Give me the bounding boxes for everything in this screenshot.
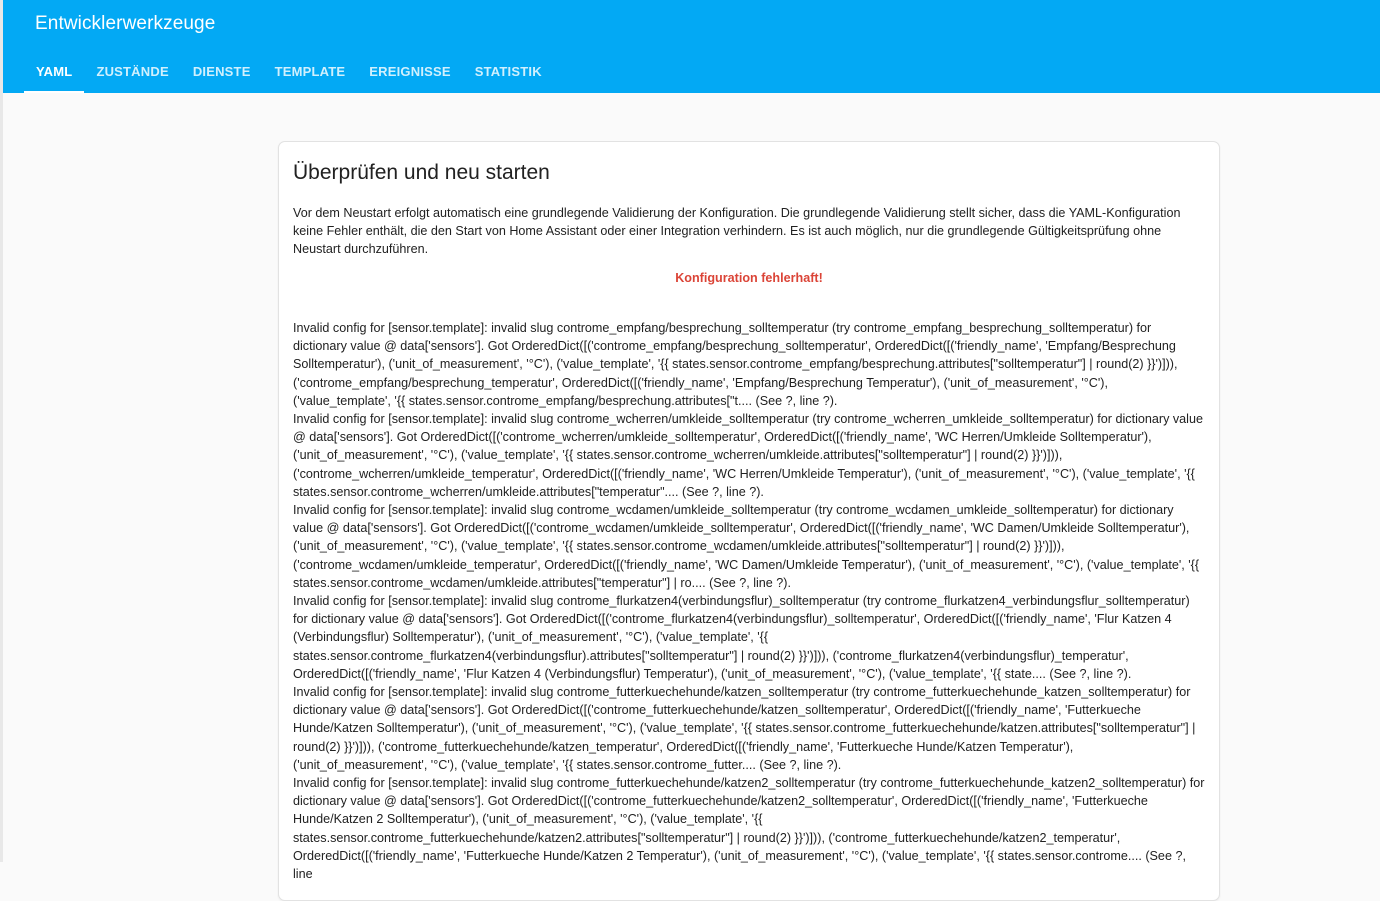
page-title: Entwicklerwerkzeuge [35, 13, 216, 34]
tab-services[interactable]: DIENSTE [192, 64, 251, 79]
error-line: Invalid config for [sensor.template]: invalid slug controme_flurkatzen4(verbindungsflur)_solltemperatur (try controme_flurkatzen4_verbindungsflur_solltemperatur) for dictionary value @ data['sensors']. Got OrderedDict([('controme_flurkatzen4(verbindungsflur)_solltemperatur', OrderedDict([('friendly_name', 'Flur Katzen 4 (Verbindungsflur) Solltemperatur'), ('unit_of_measurement', '°C'), ('value_template', '{{ states.sensor.controme_flurkatzen4(verbindungsflur).attributes["solltemperatur"] | round(2) }}')])), ('controme_flurkatzen4(verbindungsflur)_temperatur', OrderedDict([('friendly_name', 'Flur Katzen 4 (Verbindungsflur) Temperatur'), ('unit_of_measurement', '°C'), ('value_template', '{{ state.... (See ?, line ?). [293, 594, 1190, 681]
card-description: Vor dem Neustart erfolgt automatisch eine grundlegende Validierung der Konfiguration. Die grundlegende Validierung stellt sicher, dass die YAML-Konfiguration keine Fehler enthält, die den Start von Home Assistant oder einer Integration verhindern. Es ist auch möglich, nur die grundlegende Gültigkeitsprüfung ohne Neustart durchzuführen. [293, 206, 1181, 256]
check-restart-card [278, 141, 1220, 901]
error-line: Invalid config for [sensor.template]: invalid slug controme_futterkuechehunde/katzen2_solltemperatur (try controme_futterkuechehunde_katzen2_solltemperatur) for dictionary value @ data['sensors']. Got OrderedDict([('controme_futterkuechehunde/katzen2_solltemperatur', OrderedDict([('friendly_name', 'Futterkueche Hunde/Katzen 2 Solltemperatur'), ('unit_of_measurement', '°C'), ('value_template', '{{ states.sensor.controme_futterkuechehunde/katzen2.attributes["solltemperatur"] | round(2) }}')])), ('controme_futterkuechehunde/katzen2_temperatur', OrderedDict([('friendly_name', 'Futterkueche Hunde/Katzen 2 Temperatur'), ('unit_of_measurement', '°C'), ('value_template', '{{ states.sensor.controme.... (See ?, line [293, 776, 1205, 882]
app-header [3, 0, 1380, 93]
tab-template[interactable]: TEMPLATE [274, 64, 346, 79]
error-line: Invalid config for [sensor.template]: invalid slug controme_empfang/besprechung_solltemperatur (try controme_empfang_besprechung_solltemperatur) for dictionary value @ data['sensors']. Got OrderedDict([('controme_empfang/besprechung_solltemperatur', OrderedDict([('friendly_name', 'Empfang/Besprechung Solltemperatur'), ('unit_of_measurement', '°C'), ('value_template', '{{ states.sensor.controme_empfang/besprechung.attributes["solltemperatur"] | round(2) }}')])), ('controme_empfang/besprechung_temperatur', OrderedDict([('friendly_name', 'Empfang/Besprechung Temperatur'), ('unit_of_measurement', '°C'), ('value_template', '{{ states.sensor.controme_empfang/besprechung.attributes["t.... (See ?, line ?). [293, 321, 1178, 408]
card-title: Überprüfen und neu starten [293, 161, 550, 184]
config-status-message: Konfiguration fehlerhaft! [675, 271, 823, 285]
tab-statistics[interactable]: STATISTIK [474, 64, 542, 79]
error-line: Invalid config for [sensor.template]: invalid slug controme_wcdamen/umkleide_solltemperatur (try controme_wcdamen_umkleide_solltemperatur) for dictionary value @ data['sensors']. Got OrderedDict([('controme_wcdamen/umkleide_solltemperatur', OrderedDict([('friendly_name', 'WC Damen/Umkleide Solltemperatur'), ('unit_of_measurement', '°C'), ('value_template', '{{ states.sensor.controme_wcdamen/umkleide.attributes["solltemperatur"] | round(2) }}')])), ('controme_wcdamen/umkleide_temperatur', OrderedDict([('friendly_name', 'WC Damen/Umkleide Temperatur'), ('unit_of_measurement', '°C'), ('value_template', '{{ states.sensor.controme_wcdamen/umkleide.attributes["temperatur"] | ro.... (See ?, line ?). [293, 503, 1200, 590]
tab-bar [24, 49, 554, 93]
error-log [293, 319, 1205, 883]
left-edge-divider [0, 0, 3, 862]
tab-yaml[interactable]: YAML [24, 49, 84, 93]
tab-events[interactable]: EREIGNISSE [369, 64, 451, 79]
error-line: Invalid config for [sensor.template]: invalid slug controme_wcherren/umkleide_solltemperatur (try controme_wcherren_umkleide_solltemperatur) for dictionary value @ data['sensors']. Got OrderedDict([('controme_wcherren/umkleide_solltemperatur', OrderedDict([('friendly_name', 'WC Herren/Umkleide Solltemperatur'), ('unit_of_measurement', '°C'), ('value_template', '{{ states.sensor.controme_wcherren/umkleide.attributes["solltemperatur"] | round(2) }}')])), ('controme_wcherren/umkleide_temperatur', OrderedDict([('friendly_name', 'WC Herren/Umkleide Temperatur'), ('unit_of_measurement', '°C'), ('value_template', '{{ states.sensor.controme_wcherren/umkleide.attributes["temperatur".... (See ?, line ?). [293, 412, 1203, 499]
error-line: Invalid config for [sensor.template]: invalid slug controme_futterkuechehunde/katzen_solltemperatur (try controme_futterkuechehunde_katzen_solltemperatur) for dictionary value @ data['sensors']. Got OrderedDict([('controme_futterkuechehunde/katzen_solltemperatur', OrderedDict([('friendly_name', 'Futterkueche Hunde/Katzen Solltemperatur'), ('unit_of_measurement', '°C'), ('value_template', '{{ states.sensor.controme_futterkuechehunde/katzen.attributes["solltemperatur"] | round(2) }}')])), ('controme_futterkuechehunde/katzen_temperatur', OrderedDict([('friendly_name', 'Futterkueche Hunde/Katzen Temperatur'), ('unit_of_measurement', '°C'), ('value_template', '{{ states.sensor.controme_futter.... (See ?, line ?). [293, 685, 1196, 772]
tab-states[interactable]: ZUSTÄNDE [96, 64, 169, 79]
